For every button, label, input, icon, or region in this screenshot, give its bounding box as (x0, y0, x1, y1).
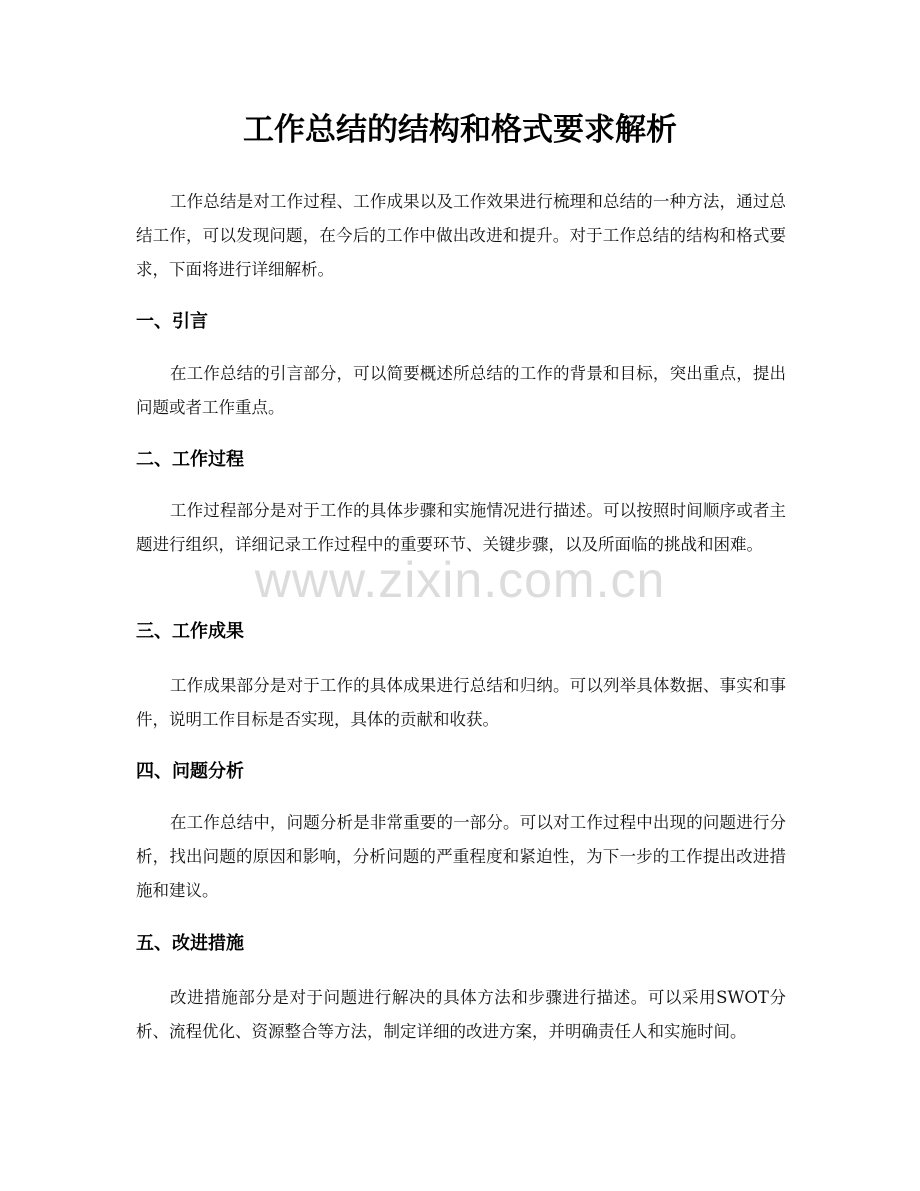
watermark: www.zixin.com.cn (254, 552, 666, 608)
section-heading-problem-analysis: 四、问题分析 (136, 761, 244, 782)
section-body-work-process: 工作过程部分是对于工作的具体步骤和实施情况进行描述。可以按照时间顺序或者主题进行组织，详细记录工作过程中的重要环节、关键步骤，以及所面临的挑战和困难。 (136, 501, 786, 554)
intro-paragraph: 工作总结是对工作过程、工作成果以及工作效果进行梳理和总结的一种方法，通过总结工作，可以发现问题，在今后的工作中做出改进和提升。对于工作总结的结构和格式要求，下面将进行详细解析。 (136, 192, 786, 279)
section-body-work-results: 工作成果部分是对于工作的具体成果进行总结和归纳。可以列举具体数据、事实和事件，说明工作目标是否实现，具体的贡献和收获。 (136, 676, 786, 729)
section-heading-work-process: 二、工作过程 (136, 449, 244, 470)
section-heading-work-results: 三、工作成果 (136, 621, 244, 642)
section-body-problem-analysis: 在工作总结中，问题分析是非常重要的一部分。可以对工作过程中出现的问题进行分析，找出问题的原因和影响，分析问题的严重程度和紧迫性，为下一步的工作提出改进措施和建议。 (136, 813, 786, 900)
section-body-improvement-measures: 改进措施部分是对于问题进行解决的具体方法和步骤进行描述。可以采用SWOT分析、流程优化、资源整合等方法，制定详细的改进方案，并明确责任人和实施时间。 (136, 988, 786, 1041)
section-heading-introduction: 一、引言 (136, 311, 208, 332)
section-body-introduction: 在工作总结的引言部分，可以简要概述所总结的工作的背景和目标，突出重点，提出问题或者工作重点。 (136, 364, 786, 417)
section-heading-improvement-measures: 五、改进措施 (136, 933, 244, 954)
document-title: 工作总结的结构和格式要求解析 (243, 112, 677, 148)
